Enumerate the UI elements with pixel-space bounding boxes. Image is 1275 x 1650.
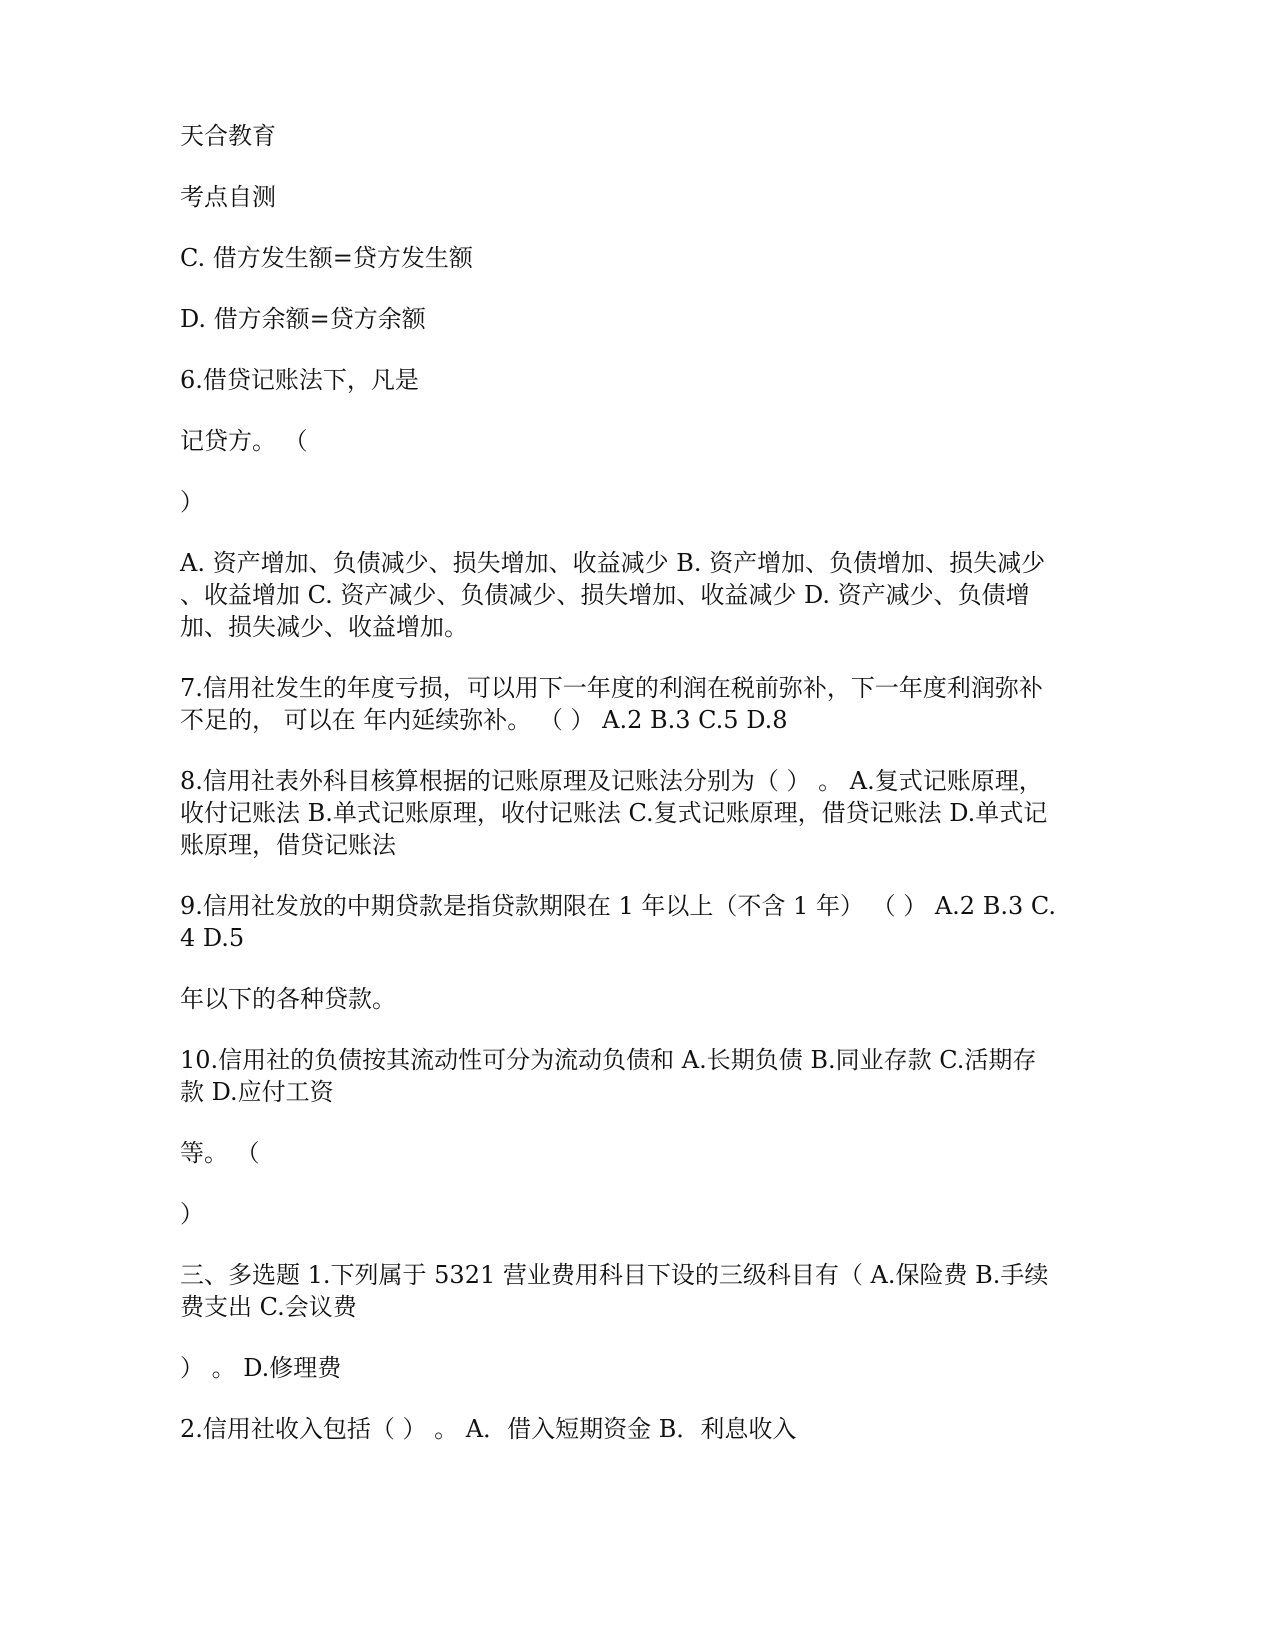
- question-6-bracket: ）: [180, 488, 204, 516]
- multi-choice-question-2: 2.信用社收入包括（ ） 。 A．借入短期资金 B．利息收入: [180, 1415, 797, 1443]
- multi-choice-question-1-continued: ） 。 D.修理费: [180, 1354, 342, 1382]
- multi-choice-question-1: 三、多选题 1.下列属于 5321 营业费用科目下设的三级科目有（ A.保险费 B.手续费支出 C.会议费: [180, 1261, 1049, 1321]
- header-publisher: 天合教育: [180, 122, 276, 150]
- question-9-continued: 年以下的各种贷款。: [180, 985, 396, 1013]
- document-page: [180, 120, 1060, 1474]
- question-10-continued: 等。 （: [180, 1139, 260, 1167]
- question-10-bracket: ）: [180, 1200, 204, 1228]
- question-6: 6.借贷记账法下，凡是: [180, 366, 419, 394]
- question-6-continued: 记贷方。 （: [180, 427, 308, 455]
- question-6-options: A. 资产增加、负债减少、损失增加、收益减少 B. 资产增加、负债增加、损失减少 、收益增加 C. 资产减少、负债减少、损失增加、收益减少 D. 资产减少、负债增加、损失减少、收益增加。: [180, 549, 1046, 641]
- section-title: 考点自测: [180, 183, 276, 211]
- option-d: D. 借方余额=贷方余额: [180, 305, 426, 333]
- option-c: C. 借方发生额=贷方发生额: [180, 244, 473, 272]
- question-8: 8.信用社表外科目核算根据的记账原理及记账法分别为（ ） 。 A.复式记账原理，收付记账法 B.单式记账原理，收付记账法 C.复式记账原理，借贷记账法 D.单式记账原理，借贷记账法: [180, 767, 1048, 859]
- question-10: 10.信用社的负债按其流动性可分为流动负债和 A.长期负债 B.同业存款 C.活期存款 D.应付工资: [180, 1046, 1037, 1106]
- question-9: 9.信用社发放的中期贷款是指贷款期限在 1 年以上（不含 1 年） （ ） A.2 B.3 C.4 D.5: [180, 892, 1056, 952]
- question-7: 7.信用社发生的年度亏损，可以用下一年度的利润在税前弥补，下一年度利润弥补不足的， 可以在 年内延续弥补。 （ ） A.2 B.3 C.5 D.8: [180, 674, 1043, 734]
